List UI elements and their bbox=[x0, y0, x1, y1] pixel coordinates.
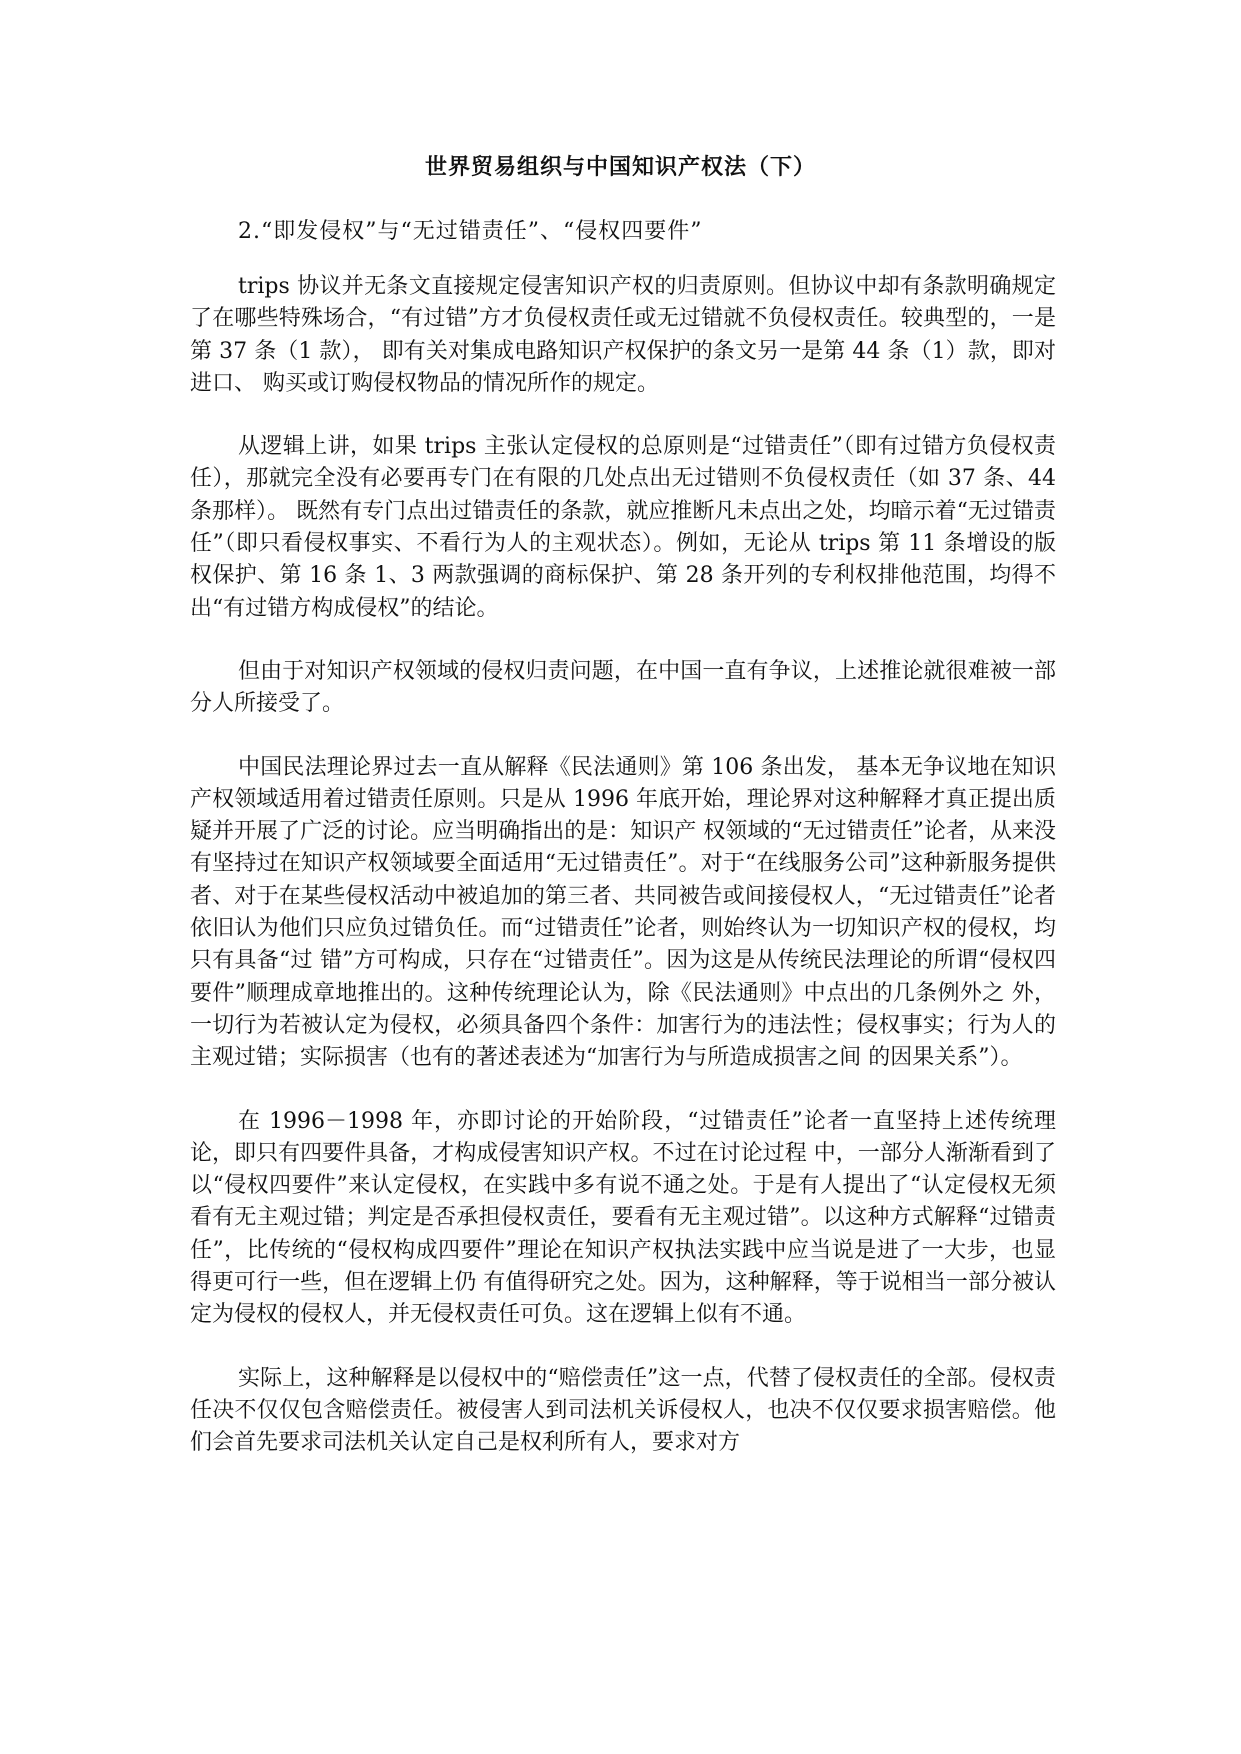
paragraph-1: trips 协议并无条文直接规定侵害知识产权的归责原则。但协议中却有条款明确规定了在哪些特殊场合，“有过错”方才负侵权责任或无过错就不负侵权责任。较典型的，一是第 37 条（1 款）， 即有关对集成电路知识产权保护的条文另一是第 44 条（1）款，即对进口、 购买或订购侵权物品的情况所作的规定。 bbox=[190, 274, 1056, 396]
document-title: 世界贸易组织与中国知识产权法（下） bbox=[424, 155, 816, 180]
paragraph-5: 在 1996－1998 年，亦即讨论的开始阶段，“过错责任”论者一直坚持上述传统理论，即只有四要件具备，才构成侵害知识产权。不过在讨论过程 中，一部分人渐渐看到了以“侵权四要件”来认定侵权，在实践中多有说不通之处。于是有人提出了“认定侵权无须看有无主观过错；判定是否承担侵权责任，要看有无主观过错”。以这种方式解释“过错责任”，比传统的“侵权构成四要件”理论在知识产权执法实践中应当说是进了一大步，也显得更可行一些，但在逻辑上仍 有值得研究之处。因为，这种解释，等于说相当一部分被认定为侵权的侵权人，并无侵权责任可负。这在逻辑上似有不通。 bbox=[190, 1108, 1056, 1328]
paragraph-2: 从逻辑上讲，如果 trips 主张认定侵权的总原则是“过错责任”（即有过错方负侵权责任），那就完全没有必要再专门在有限的几处点出无过错则不负侵权责任（如 37 条、44 条那样）。 既然有专门点出过错责任的条款，就应推断凡未点出之处，均暗示着“无过错责任”（即只看侵权事实、不看行为人的主观状态）。例如，无论从 trips 第 11 条增设的版权保护、第 16 条 1、3 两款强调的商标保护、第 28 条开列的专利权排他范围，均得不出“有过错方构成侵权”的结论。 bbox=[190, 434, 1056, 621]
section-heading: 2.“即发侵权”与“无过错责任”、“侵权四要件” bbox=[238, 219, 703, 244]
paragraph-3: 但由于对知识产权领域的侵权归责问题，在中国一直有争议，上述推论就很难被一部分人所接受了。 bbox=[190, 658, 1056, 717]
document-body bbox=[190, 271, 1056, 1491]
paragraph-6: 实际上，这种解释是以侵权中的“赔偿责任”这一点，代替了侵权责任的全部。侵权责任决不仅仅包含赔偿责任。被侵害人到司法机关诉侵权人，也决不仅仅要求损害赔偿。他们会首先要求司法机关认定自己是权利所有人，要求对方 bbox=[190, 1365, 1056, 1456]
paragraph-4: 中国民法理论界过去一直从解释《民法通则》第 106 条出发， 基本无争议地在知识产权领域适用着过错责任原则。只是从 1996 年底开始，理论界对这种解释才真正提出质疑并开展了广泛的讨论。应当明确指出的是：知识产 权领域的“无过错责任”论者，从来没有坚持过在知识产权领域要全面适用“无过错责任”。对于“在线服务公司”这种新服务提供者、对于在某些侵权活动中被追加的第三者、共同被告或间接侵权人，“无过错责任”论者依旧认为他们只应负过错负任。而“过错责任”论者，则始终认为一切知识产权的侵权，均只有具备“过 错”方可构成，只存在“过错责任”。因为这是从传统民法理论的所谓“侵权四要件”顺理成章地推出的。这种传统理论认为，除《民法通则》中点出的几条例外之 外，一切行为若被认定为侵权，必须具备四个条件：加害行为的违法性；侵权事实；行为人的主观过错；实际损害（也有的著述表述为“加害行为与所造成损害之间 的因果关系”）。 bbox=[190, 754, 1056, 1071]
